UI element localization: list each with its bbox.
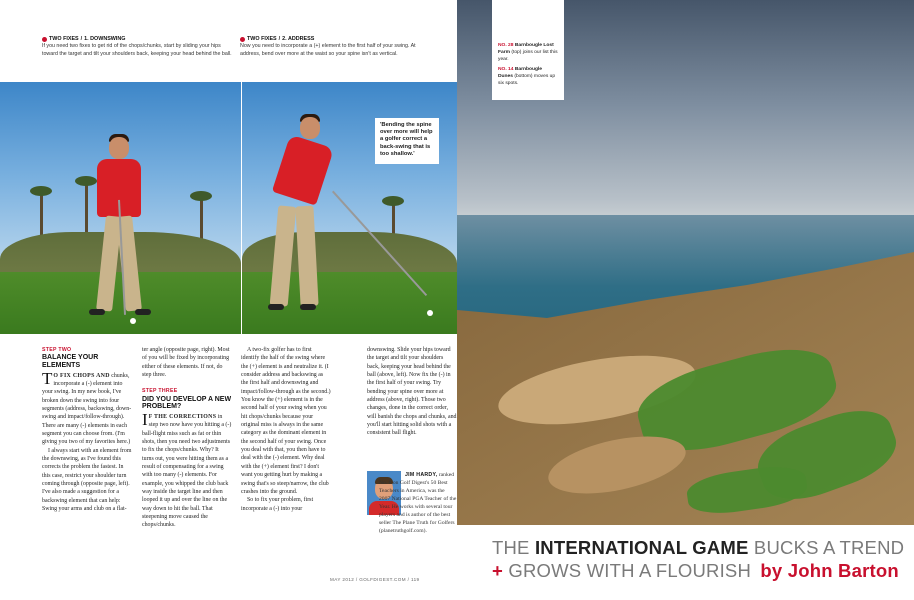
author-name: JIM HARDY, (405, 472, 438, 478)
paragraph: A two-fix golfer has to first identify the half of the swing where the (+) element is and neutralize it. (I consider address and backswing as the first half and downswing and impact/follow-through as the second.) You know the (+) element is in the second half of your swing when you hit chops/chunks because your original miss is always in the same category as the dominant element in the second half of your swing. Once you deal with that, you then have to deal with the (-) element. Why deal with the (+) element first? I don't want you getting hurt by making a swing that's so steep/narrow, the club crashes into the ground. (241, 347, 331, 495)
author-bio (367, 463, 457, 555)
paragraph: I always start with an element from the downswing, as I've found this corrects the problem the fastest. In this case, restrict your shoulder turn coming through (opposite page, left). I've also made a suggestion for a backswing element that can help: Swing your arms and club on a flat- (42, 447, 132, 513)
paragraph: ter angle (opposite page, right). Most of you will be fixed by incorporating either of these elements. If not, do step three. (142, 347, 230, 379)
callout-item: NO. 28 Barnbougle Lost Farm (top) joins our list this year. (498, 43, 558, 62)
article-column-4 (367, 346, 457, 438)
step-two-title: BALANCE YOUR ELEMENTS (42, 354, 99, 369)
plus-icon: + (492, 560, 504, 581)
paragraph: So to fix your problem, first incorporate a (-) into your (241, 497, 314, 512)
callout-item: NO. 14 Barnbougle Dunes (bottom) moves up six spots. (498, 67, 556, 86)
dropcap: T (42, 368, 53, 388)
headline: THE INTERNATIONAL GAME BUCKS A TREND + GROWS WITH A FLOURISH by John Barton (492, 537, 905, 581)
right-page (457, 0, 914, 600)
page-folio: MAY 2012 / GOLFDIGEST.COM / 119 (330, 577, 420, 582)
caption-number: 1. DOWNSWING (84, 36, 126, 42)
course-callout (492, 0, 564, 100)
caption-body: Now you need to incorporate a (+) element to the first half of your swing. At address, bend over more at the waist so your spine isn't as vertical. (240, 43, 416, 57)
caption-body: If you need two fixes to get rid of the chops/chunks, start by sliding your hips toward the target and tilt your shoulders back, keeping your head behind the ball. (42, 43, 232, 57)
author-bio-text: ranked No. 8 on Golf Digest's 50 Best Teachers in America, was the 2007 National PGA Teacher of the Year. He works with several tour players and is author of the best seller The Plane Truth for Golfers (planetruthgolf.com). (379, 472, 457, 534)
article-column-3 (241, 346, 331, 513)
headline-bold: INTERNATIONAL GAME (534, 537, 749, 558)
dropcap: I (142, 409, 148, 429)
bullet-icon (42, 37, 47, 42)
paragraph: downswing. Slide your hips toward the target and tilt your shoulders back, keeping your head behind the ball (above, left). Now fix the (-) in the first half of your swing. Try bending your spine over more at address (above, right). Those two changes, done in the correct order, will banish the chops and chunks, and you'll start hitting solid shots with a consistent ball flight. (367, 347, 457, 437)
lead-in: O FIX CHOPS AND (53, 372, 110, 379)
article-column-2: ter angle (opposite page, right). Most of you will be fixed by incorporating either of these elements. If not, do step three. STEP THREE DID YOU DEVELOP A NEW PROBLEM? I F THE CORRECTIONS in step two now have you hitting a (-) ball-flight miss such as fat or thin shots, then you need two adjustments to fix the chops/chunks. Why? It turns out, you were hitting them as a result of compensating for a swing with too many (-) elements. For example, you whipped the club back way inside the target line and then looped it up and over the line on the way down to hit the ball. That steepening move caused the chops/chunks. (142, 347, 232, 529)
caption-number: 2. ADDRESS (282, 36, 315, 42)
caption-step: TWO FIXES (49, 36, 79, 42)
bullet-icon (240, 37, 245, 42)
lead-in: F THE CORRECTIONS (148, 413, 217, 420)
caption-step: TWO FIXES (247, 36, 277, 42)
caption-downswing: TWO FIXES / 1. DOWNSWING If you need two fixes to get rid of the chops/chunks, start by sliding your hips toward the target and tilt your shoulders back, keeping your head behind the ball. (42, 36, 232, 57)
step-three-label: STEP THREE (142, 388, 178, 395)
pull-quote: 'Bending the spine over more will help a golfer correct a back-swing that is too shallow.' (375, 118, 439, 164)
article-column-1: STEP TWO BALANCE YOUR ELEMENTS T O FIX CHOPS AND chunks, incorporate a (-) element into your swing. In my new book, I've broken down the swing into four segments (address, backswing, down-swing and impact/follow-through). There are many (-) elements in each segment you can choose from. (I'm giving you two of my favorites here.) I always start with an element from the downswing, as I've found this corrects the problem the fastest. In this case, restrict your shoulder turn coming through (opposite page, left). I've also made a suggestion for a backswing element that can help: Swing your arms and club on a flat- (42, 347, 132, 513)
photo-downswing (0, 82, 241, 334)
step-three-title: DID YOU DEVELOP A NEW PROBLEM? (142, 395, 232, 411)
byline: by John Barton (760, 560, 899, 581)
caption-address: TWO FIXES / 2. ADDRESS Now you need to incorporate a (+) element to the first half of your swing. At address, bend over more at the waist so your spine isn't as vertical. (240, 36, 430, 58)
step-two-label: STEP TWO (42, 347, 72, 353)
